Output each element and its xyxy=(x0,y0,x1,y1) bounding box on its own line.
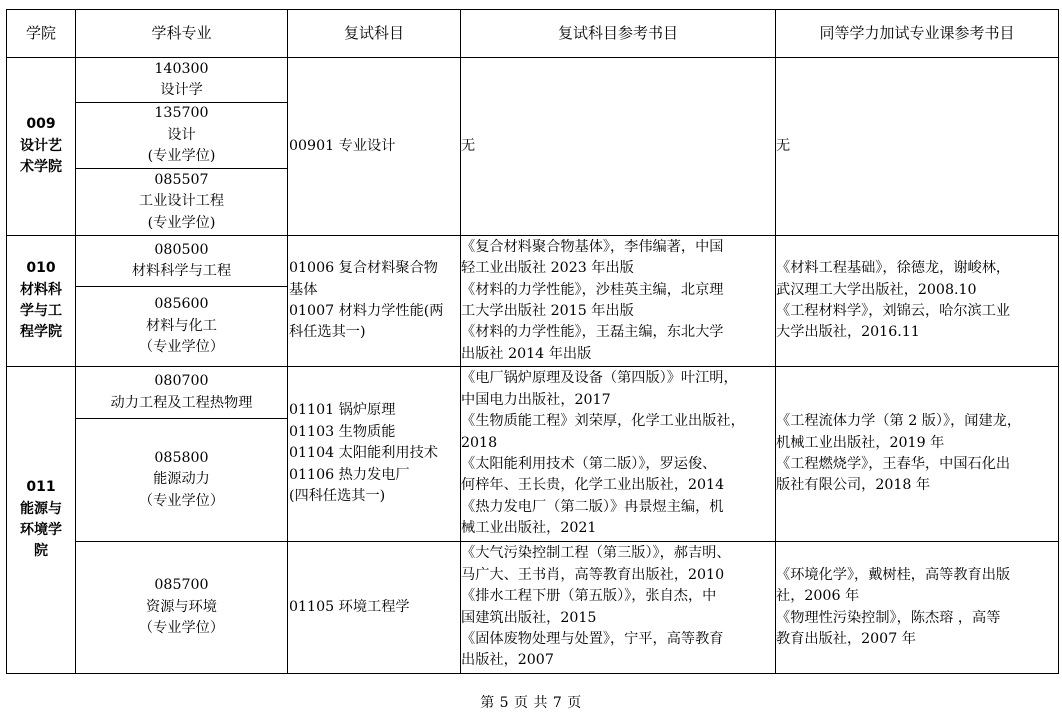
major-code: 085700 xyxy=(154,577,209,594)
retest-books-line: 《大气污染控制工程（第三版）》，郝吉明、 xyxy=(461,545,731,562)
equal-books-line: 机械工业出版社，2019 年 xyxy=(776,434,945,451)
retest-books-line: 《固体废物处理与处置》，宁平，高等教育 xyxy=(461,630,724,647)
equal-books-line: 大学出版社，2016.11 xyxy=(776,324,920,341)
retest-books-line: 何梓年、王长贵，化学工业出版社，2014 xyxy=(461,477,725,494)
college-code: 009 xyxy=(26,116,56,133)
header-retest-books: 复试科目参考书目 xyxy=(461,10,776,58)
college-cell-011 xyxy=(7,367,76,674)
college-name-line: 院 xyxy=(34,543,48,560)
college-name-line: 学与工 xyxy=(20,303,62,319)
college-name-line: 术学院 xyxy=(20,159,62,176)
retest-books-line: 2018 xyxy=(461,434,498,451)
equal-books-line: 《工程流体力学（第 2 版）》，闻建龙， xyxy=(776,413,1022,430)
major-degree-type: (专业学位) xyxy=(147,214,216,231)
retest-books-cell xyxy=(461,542,776,674)
retest-books-cell xyxy=(461,58,776,236)
retest-subject-line: 01006 复合材料聚合物 xyxy=(289,260,438,277)
major-cell xyxy=(76,287,288,367)
equal-books-line: 《物理性污染控制》，陈杰瑢 ，高等 xyxy=(776,609,1001,626)
major-cell xyxy=(76,58,288,103)
college-name-line: 设计艺 xyxy=(20,137,62,154)
retest-books-line: 《排水工程下册（第五版）》，张自杰，中 xyxy=(461,588,717,605)
retest-books-line: 中国电力出版社，2017 xyxy=(461,391,611,408)
equal-books-line: 武汉理工大学出版社，2008.10 xyxy=(776,281,977,298)
retest-subject-cell xyxy=(288,367,461,542)
major-name: 动力工程及工程热物理 xyxy=(110,394,253,411)
retest-books-line: 马广大、王书肖，高等教育出版社，2010 xyxy=(461,566,725,583)
retest-subject-cell xyxy=(288,236,461,367)
major-name: 资源与环境 xyxy=(146,598,217,615)
major-cell xyxy=(76,542,288,674)
major-degree-type: （专业学位） xyxy=(138,339,225,356)
major-code: 085800 xyxy=(154,449,209,466)
major-cell xyxy=(76,169,288,236)
major-code: 080700 xyxy=(154,373,209,390)
major-name: 能源动力 xyxy=(153,471,210,488)
retest-subject-line: 01103 生物质能 xyxy=(289,423,396,440)
retest-books-line: 工大学出版社 2015 年出版 xyxy=(461,303,634,319)
program-table xyxy=(6,9,1059,674)
retest-subject-line: 01104 太阳能利用技术 xyxy=(289,445,438,462)
retest-subject-line: 00901 专业设计 xyxy=(289,137,396,154)
table-row xyxy=(7,236,1059,287)
retest-subject-cell xyxy=(288,58,461,236)
retest-books-line: 无 xyxy=(461,137,476,154)
header-retest-subject: 复试科目 xyxy=(288,10,461,58)
major-name: 工业设计工程 xyxy=(138,193,225,210)
retest-books-line: 轻工业出版社 2023 年出版 xyxy=(461,260,634,277)
retest-subject-line: 基体 xyxy=(289,281,318,298)
major-name: 材料与化工 xyxy=(146,317,217,334)
page-number-footer: 第 5 页 共 7 页 xyxy=(480,695,582,711)
retest-subject-line: 01101 锅炉原理 xyxy=(289,402,396,419)
major-degree-type: (专业学位) xyxy=(147,148,216,165)
retest-subject-cell xyxy=(288,542,461,674)
college-name-line: 材料科 xyxy=(20,281,62,298)
retest-books-cell xyxy=(461,236,776,367)
equal-books-cell xyxy=(776,542,1059,674)
equal-books-cell xyxy=(776,367,1059,542)
major-degree-type: （专业学位） xyxy=(138,492,225,509)
major-name: 设计学 xyxy=(160,82,203,98)
retest-subject-line: 01007 材料力学性能(两 xyxy=(289,303,444,319)
retest-books-line: 国建筑出版社，2015 xyxy=(461,609,597,626)
header-equal-books: 同等学力加试专业课参考书目 xyxy=(776,10,1059,58)
retest-books-line: 械工业出版社，2021 xyxy=(461,520,597,537)
equal-books-line: 社，2006 年 xyxy=(776,588,860,605)
major-code: 085600 xyxy=(154,296,209,313)
major-name: 设计 xyxy=(167,126,196,143)
college-cell-009 xyxy=(7,58,76,236)
table-header-row xyxy=(7,10,1059,58)
equal-books-line: 《环境化学》，戴树桂，高等教育出版 xyxy=(776,566,1011,583)
retest-books-line: 《太阳能利用技术（第二版）》，罗运俊、 xyxy=(461,456,717,472)
college-name-line: 能源与 xyxy=(20,500,62,517)
retest-books-line: 《复合材料聚合物基体》，李伟编著，中国 xyxy=(461,238,724,255)
major-code: 085507 xyxy=(154,171,209,188)
table-row xyxy=(7,367,1059,419)
retest-books-line: 出版社 2014 年出版 xyxy=(461,345,592,362)
equal-books-cell xyxy=(776,58,1059,236)
retest-subject-line: (四科任选其一) xyxy=(289,488,386,505)
table-row xyxy=(7,542,1059,674)
equal-books-line: 《材料工程基础》，徐德龙，谢峻林， xyxy=(776,260,1011,277)
equal-books-cell xyxy=(776,236,1059,367)
major-cell xyxy=(76,419,288,542)
table-row xyxy=(7,58,1059,103)
equal-books-line: 版社有限公司，2018 年 xyxy=(776,477,931,494)
retest-books-line: 《材料的力学性能》，王磊主编，东北大学 xyxy=(461,324,724,341)
college-cell-010 xyxy=(7,236,76,367)
equal-books-line: 《工程燃烧学》，王春华，中国石化出 xyxy=(776,456,1011,472)
major-cell xyxy=(76,236,288,287)
equal-books-line: 《工程材料学》，刘锦云，哈尔滨工业 xyxy=(776,303,1011,319)
retest-subject-line: 科任选其一) xyxy=(289,324,366,341)
college-name-line: 程学院 xyxy=(20,324,62,341)
retest-books-line: 《热力发电厂（第二版）》冉景煜主编，机 xyxy=(461,498,724,515)
major-cell xyxy=(76,103,288,169)
retest-books-line: 出版社，2007 xyxy=(461,652,554,669)
college-name-line: 环境学 xyxy=(20,522,62,538)
college-code: 010 xyxy=(26,260,56,277)
major-degree-type: （专业学位） xyxy=(138,620,225,637)
retest-subject-line: 01105 环境工程学 xyxy=(289,598,410,615)
equal-books-line: 无 xyxy=(776,137,791,154)
major-cell xyxy=(76,367,288,419)
major-code: 140300 xyxy=(154,60,209,77)
header-college: 学院 xyxy=(7,10,76,58)
major-name: 材料科学与工程 xyxy=(131,263,232,279)
retest-subject-line: 01106 热力发电厂 xyxy=(289,466,410,483)
major-code: 135700 xyxy=(154,105,209,122)
retest-books-line: 《材料的力学性能》，沙桂英主编，北京理 xyxy=(461,281,724,298)
equal-books-line: 教育出版社，2007 年 xyxy=(776,630,916,647)
header-major: 学科专业 xyxy=(76,10,288,58)
college-code: 011 xyxy=(26,479,56,496)
retest-books-cell xyxy=(461,367,776,542)
retest-books-line: 《生物质能工程》刘荣厚，化学工业出版社， xyxy=(461,413,745,430)
major-code: 080500 xyxy=(154,241,209,258)
retest-books-line: 《电厂锅炉原理及设备（第四版）》叶江明， xyxy=(461,370,738,387)
